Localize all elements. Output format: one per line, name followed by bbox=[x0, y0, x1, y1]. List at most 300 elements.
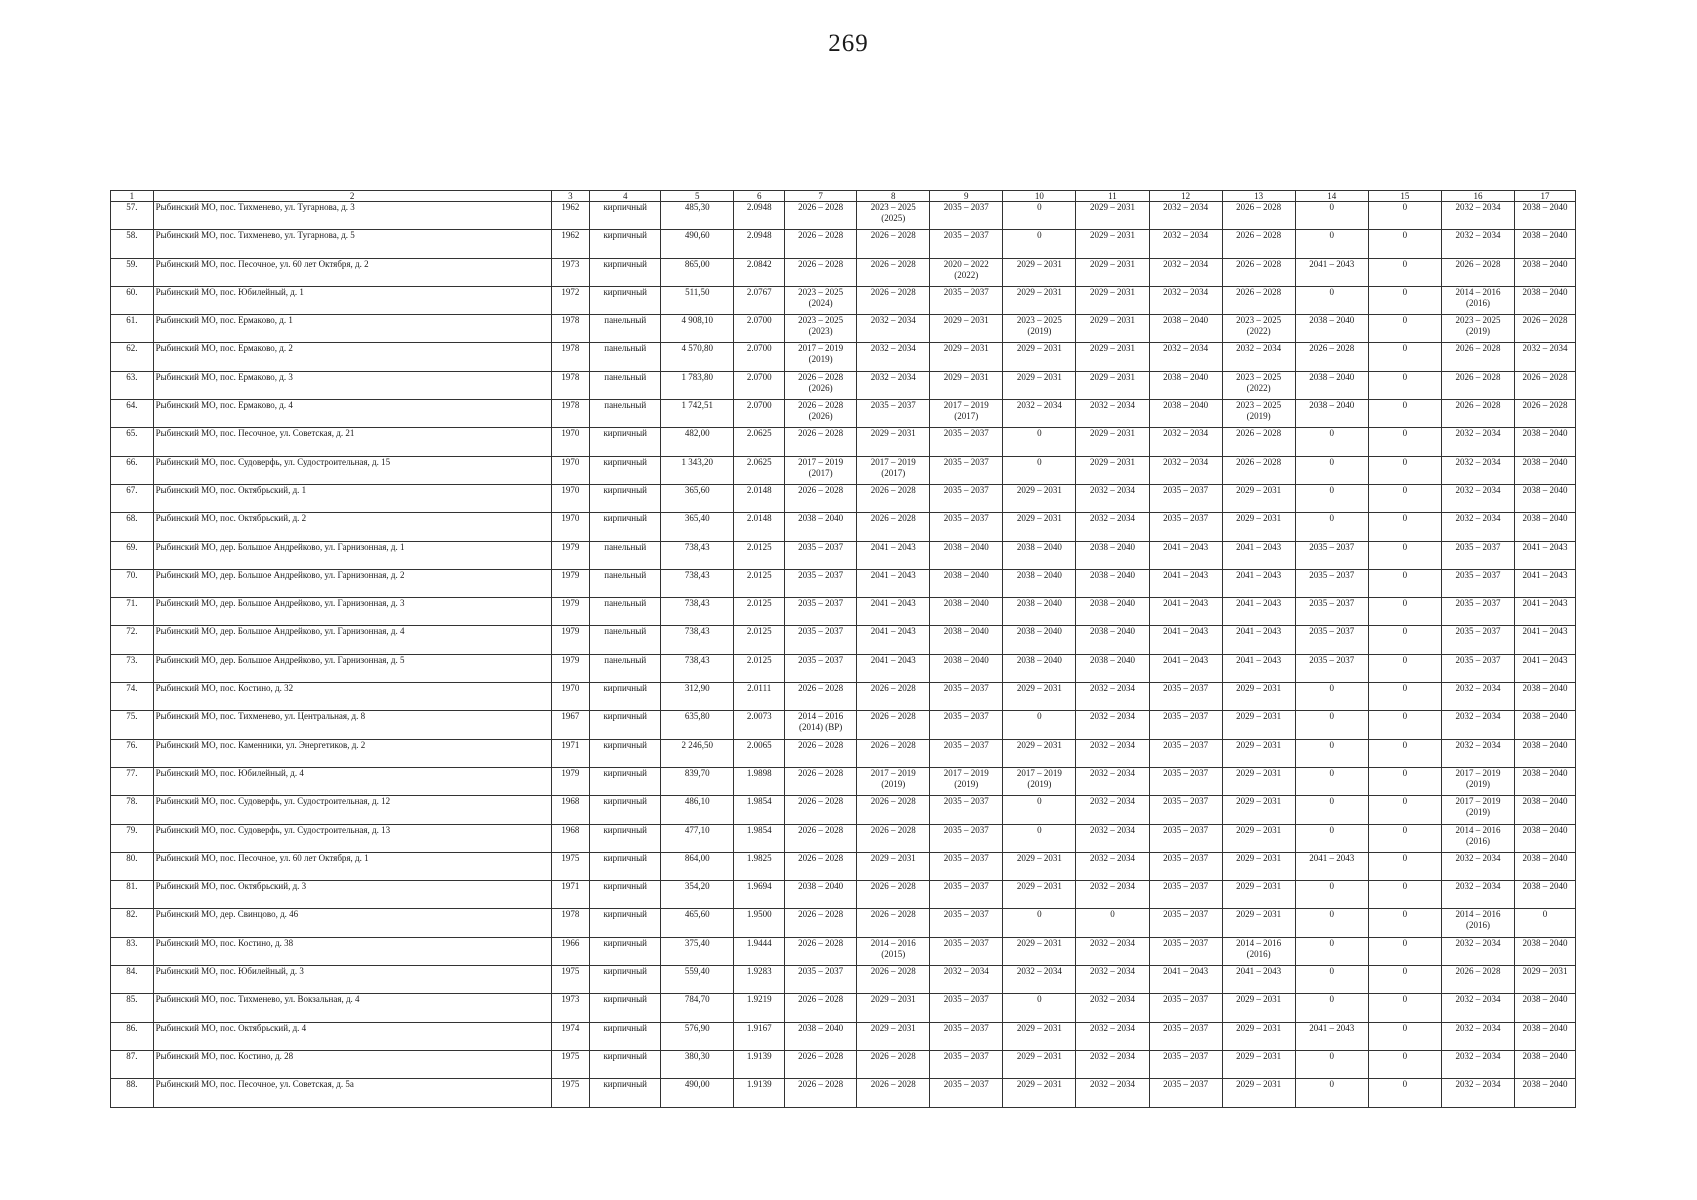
cell-wall-material: панельный bbox=[590, 654, 661, 682]
cell-year-built: 1962 bbox=[551, 230, 590, 258]
cell-area: 839,70 bbox=[661, 767, 734, 795]
cell-col-9: 2035 – 2037 bbox=[930, 286, 1003, 314]
cell-col-10: 2029 – 2031 bbox=[1003, 484, 1076, 512]
cell-col-14: 2035 – 2037 bbox=[1295, 626, 1368, 654]
cell-col-7: 2026 – 2028 bbox=[785, 258, 857, 286]
cell-area: 485,30 bbox=[661, 202, 734, 230]
cell-col-16: 2032 – 2034 bbox=[1441, 230, 1514, 258]
cell-col-9: 2029 – 2031 bbox=[930, 371, 1003, 399]
cell-wall-material: панельный bbox=[590, 343, 661, 371]
cell-col-17: 2038 – 2040 bbox=[1515, 739, 1576, 767]
cell-col-16: 2032 – 2034 bbox=[1441, 202, 1514, 230]
table-row bbox=[111, 739, 1576, 767]
cell-row-number: 68. bbox=[111, 513, 154, 541]
cell-col-10: 2029 – 2031 bbox=[1003, 1050, 1076, 1078]
cell-col-13: 2041 – 2043 bbox=[1222, 966, 1295, 994]
cell-area: 375,40 bbox=[661, 937, 734, 965]
cell-col-13: 2029 – 2031 bbox=[1222, 1050, 1295, 1078]
cell-col-9: 2038 – 2040 bbox=[930, 541, 1003, 569]
cell-year-built: 1979 bbox=[551, 598, 590, 626]
table-row bbox=[111, 683, 1576, 711]
cell-col-11: 0 bbox=[1076, 909, 1149, 937]
cell-row-number: 79. bbox=[111, 824, 154, 852]
cell-area: 2 246,50 bbox=[661, 739, 734, 767]
cell-area: 559,40 bbox=[661, 966, 734, 994]
cell-col-11: 2032 – 2034 bbox=[1076, 1022, 1149, 1050]
cell-col-8: 2026 – 2028 bbox=[857, 286, 930, 314]
cell-col-17: 2041 – 2043 bbox=[1515, 654, 1576, 682]
cell-row-number: 70. bbox=[111, 569, 154, 597]
cell-col-8: 2023 – 2025 (2025) bbox=[857, 202, 930, 230]
cell-col-17: 2038 – 2040 bbox=[1515, 513, 1576, 541]
cell-col-12: 2035 – 2037 bbox=[1149, 937, 1222, 965]
cell-col-15: 0 bbox=[1368, 343, 1441, 371]
column-header: 8 bbox=[857, 191, 930, 202]
cell-col-16: 2014 – 2016 (2016) bbox=[1441, 824, 1514, 852]
cell-row-number: 63. bbox=[111, 371, 154, 399]
cell-area: 635,80 bbox=[661, 711, 734, 739]
cell-col-16: 2026 – 2028 bbox=[1441, 400, 1514, 428]
cell-col-9: 2029 – 2031 bbox=[930, 343, 1003, 371]
cell-col-11: 2032 – 2034 bbox=[1076, 796, 1149, 824]
table-row bbox=[111, 569, 1576, 597]
cell-col-7: 2014 – 2016 (2014) (ВР) bbox=[785, 711, 857, 739]
cell-col-15: 0 bbox=[1368, 456, 1441, 484]
cell-col-10: 0 bbox=[1003, 428, 1076, 456]
cell-col-9: 2035 – 2037 bbox=[930, 513, 1003, 541]
cell-col-9: 2035 – 2037 bbox=[930, 484, 1003, 512]
cell-col-12: 2041 – 2043 bbox=[1149, 569, 1222, 597]
column-header: 17 bbox=[1515, 191, 1576, 202]
cell-col-8: 2041 – 2043 bbox=[857, 654, 930, 682]
cell-year-built: 1966 bbox=[551, 937, 590, 965]
cell-col-12: 2035 – 2037 bbox=[1149, 1022, 1222, 1050]
cell-col-17: 2038 – 2040 bbox=[1515, 484, 1576, 512]
cell-col-17: 2038 – 2040 bbox=[1515, 1022, 1576, 1050]
cell-col-14: 2035 – 2037 bbox=[1295, 654, 1368, 682]
cell-wall-material: кирпичный bbox=[590, 909, 661, 937]
cell-col-7: 2038 – 2040 bbox=[785, 513, 857, 541]
cell-col-15: 0 bbox=[1368, 1022, 1441, 1050]
cell-wall-material: кирпичный bbox=[590, 937, 661, 965]
cell-wall-material: кирпичный bbox=[590, 711, 661, 739]
cell-col-15: 0 bbox=[1368, 994, 1441, 1022]
table-row bbox=[111, 371, 1576, 399]
column-header: 7 bbox=[785, 191, 857, 202]
cell-col-17: 2038 – 2040 bbox=[1515, 937, 1576, 965]
table-row bbox=[111, 513, 1576, 541]
cell-col-9: 2020 – 2022 (2022) bbox=[930, 258, 1003, 286]
cell-col-16: 2032 – 2034 bbox=[1441, 994, 1514, 1022]
cell-col-10: 2038 – 2040 bbox=[1003, 626, 1076, 654]
cell-col-15: 0 bbox=[1368, 400, 1441, 428]
cell-area: 738,43 bbox=[661, 598, 734, 626]
cell-col-16: 2032 – 2034 bbox=[1441, 484, 1514, 512]
cell-col-10: 2029 – 2031 bbox=[1003, 258, 1076, 286]
cell-col-17: 2038 – 2040 bbox=[1515, 994, 1576, 1022]
cell-col-11: 2038 – 2040 bbox=[1076, 626, 1149, 654]
cell-col-11: 2032 – 2034 bbox=[1076, 994, 1149, 1022]
cell-col-17: 0 bbox=[1515, 909, 1576, 937]
table-row bbox=[111, 230, 1576, 258]
cell-col-13: 2029 – 2031 bbox=[1222, 824, 1295, 852]
cell-area: 864,00 bbox=[661, 852, 734, 880]
cell-col-11: 2038 – 2040 bbox=[1076, 654, 1149, 682]
cell-col-11: 2029 – 2031 bbox=[1076, 258, 1149, 286]
cell-year-built: 1975 bbox=[551, 1050, 590, 1078]
cell-col-16: 2032 – 2034 bbox=[1441, 881, 1514, 909]
cell-col-16: 2035 – 2037 bbox=[1441, 541, 1514, 569]
cell-col-8: 2041 – 2043 bbox=[857, 626, 930, 654]
cell-area: 486,10 bbox=[661, 796, 734, 824]
cell-col-10: 0 bbox=[1003, 994, 1076, 1022]
cell-col-10: 0 bbox=[1003, 909, 1076, 937]
cell-col-10: 0 bbox=[1003, 202, 1076, 230]
cell-area: 1 783,80 bbox=[661, 371, 734, 399]
cell-row-number: 57. bbox=[111, 202, 154, 230]
cell-rating: 2.0625 bbox=[734, 428, 785, 456]
cell-col-8: 2032 – 2034 bbox=[857, 343, 930, 371]
cell-col-15: 0 bbox=[1368, 796, 1441, 824]
cell-year-built: 1979 bbox=[551, 767, 590, 795]
cell-area: 490,00 bbox=[661, 1079, 734, 1107]
cell-col-17: 2038 – 2040 bbox=[1515, 1050, 1576, 1078]
cell-col-17: 2038 – 2040 bbox=[1515, 456, 1576, 484]
cell-col-12: 2041 – 2043 bbox=[1149, 966, 1222, 994]
cell-col-12: 2035 – 2037 bbox=[1149, 994, 1222, 1022]
cell-col-13: 2026 – 2028 bbox=[1222, 230, 1295, 258]
cell-col-15: 0 bbox=[1368, 767, 1441, 795]
cell-col-9: 2035 – 2037 bbox=[930, 711, 1003, 739]
cell-col-8: 2026 – 2028 bbox=[857, 881, 930, 909]
cell-col-12: 2035 – 2037 bbox=[1149, 484, 1222, 512]
table-row bbox=[111, 994, 1576, 1022]
cell-col-7: 2017 – 2019 (2019) bbox=[785, 343, 857, 371]
table-row bbox=[111, 626, 1576, 654]
cell-col-9: 2038 – 2040 bbox=[930, 654, 1003, 682]
column-header: 10 bbox=[1003, 191, 1076, 202]
cell-col-10: 2029 – 2031 bbox=[1003, 286, 1076, 314]
cell-col-16: 2032 – 2034 bbox=[1441, 1079, 1514, 1107]
cell-wall-material: панельный bbox=[590, 626, 661, 654]
table-row bbox=[111, 767, 1576, 795]
cell-wall-material: кирпичный bbox=[590, 258, 661, 286]
housing-repair-schedule-table bbox=[110, 190, 1576, 1108]
cell-col-17: 2038 – 2040 bbox=[1515, 711, 1576, 739]
cell-col-7: 2026 – 2028 bbox=[785, 1079, 857, 1107]
cell-col-10: 2023 – 2025 (2019) bbox=[1003, 315, 1076, 343]
cell-col-11: 2032 – 2034 bbox=[1076, 852, 1149, 880]
cell-address: Рыбинский МО, пос. Судоверфь, ул. Судостроительная, д. 15 bbox=[153, 456, 551, 484]
cell-area: 1 742,51 bbox=[661, 400, 734, 428]
cell-col-17: 2041 – 2043 bbox=[1515, 626, 1576, 654]
cell-row-number: 60. bbox=[111, 286, 154, 314]
cell-col-8: 2029 – 2031 bbox=[857, 994, 930, 1022]
cell-col-8: 2032 – 2034 bbox=[857, 371, 930, 399]
cell-row-number: 59. bbox=[111, 258, 154, 286]
cell-wall-material: панельный bbox=[590, 400, 661, 428]
cell-area: 490,60 bbox=[661, 230, 734, 258]
cell-rating: 2.0073 bbox=[734, 711, 785, 739]
cell-col-15: 0 bbox=[1368, 428, 1441, 456]
cell-wall-material: кирпичный bbox=[590, 428, 661, 456]
cell-rating: 2.0125 bbox=[734, 541, 785, 569]
table-row bbox=[111, 796, 1576, 824]
cell-col-7: 2026 – 2028 (2026) bbox=[785, 400, 857, 428]
cell-year-built: 1962 bbox=[551, 202, 590, 230]
cell-col-13: 2032 – 2034 bbox=[1222, 343, 1295, 371]
cell-col-12: 2032 – 2034 bbox=[1149, 202, 1222, 230]
cell-col-12: 2035 – 2037 bbox=[1149, 796, 1222, 824]
cell-col-15: 0 bbox=[1368, 739, 1441, 767]
cell-col-8: 2026 – 2028 bbox=[857, 909, 930, 937]
page-number: 269 bbox=[828, 30, 869, 57]
cell-address: Рыбинский МО, пос. Каменники, ул. Энергетиков, д. 2 bbox=[153, 739, 551, 767]
cell-col-8: 2041 – 2043 bbox=[857, 598, 930, 626]
cell-col-9: 2017 – 2019 (2017) bbox=[930, 400, 1003, 428]
cell-col-15: 0 bbox=[1368, 513, 1441, 541]
cell-col-10: 2029 – 2031 bbox=[1003, 683, 1076, 711]
cell-wall-material: панельный bbox=[590, 569, 661, 597]
header-row bbox=[111, 191, 1576, 202]
cell-col-15: 0 bbox=[1368, 881, 1441, 909]
cell-col-9: 2038 – 2040 bbox=[930, 626, 1003, 654]
cell-col-10: 2029 – 2031 bbox=[1003, 739, 1076, 767]
cell-col-9: 2035 – 2037 bbox=[930, 202, 1003, 230]
cell-col-14: 0 bbox=[1295, 711, 1368, 739]
cell-wall-material: кирпичный bbox=[590, 767, 661, 795]
cell-area: 312,90 bbox=[661, 683, 734, 711]
cell-year-built: 1971 bbox=[551, 739, 590, 767]
cell-rating: 2.0625 bbox=[734, 456, 785, 484]
cell-col-10: 2017 – 2019 (2019) bbox=[1003, 767, 1076, 795]
cell-area: 738,43 bbox=[661, 569, 734, 597]
cell-row-number: 65. bbox=[111, 428, 154, 456]
cell-wall-material: кирпичный bbox=[590, 739, 661, 767]
cell-wall-material: кирпичный bbox=[590, 824, 661, 852]
cell-rating: 2.0948 bbox=[734, 202, 785, 230]
column-header: 9 bbox=[930, 191, 1003, 202]
cell-col-9: 2038 – 2040 bbox=[930, 598, 1003, 626]
cell-rating: 2.0125 bbox=[734, 598, 785, 626]
cell-rating: 2.0111 bbox=[734, 683, 785, 711]
cell-rating: 2.0125 bbox=[734, 654, 785, 682]
cell-col-9: 2035 – 2037 bbox=[930, 937, 1003, 965]
cell-col-9: 2035 – 2037 bbox=[930, 1079, 1003, 1107]
cell-year-built: 1975 bbox=[551, 966, 590, 994]
cell-rating: 2.0700 bbox=[734, 315, 785, 343]
table-row bbox=[111, 315, 1576, 343]
cell-col-12: 2038 – 2040 bbox=[1149, 371, 1222, 399]
cell-area: 354,20 bbox=[661, 881, 734, 909]
cell-rating: 2.0700 bbox=[734, 371, 785, 399]
cell-col-8: 2026 – 2028 bbox=[857, 683, 930, 711]
cell-col-12: 2035 – 2037 bbox=[1149, 767, 1222, 795]
column-header: 13 bbox=[1222, 191, 1295, 202]
cell-col-15: 0 bbox=[1368, 202, 1441, 230]
cell-row-number: 82. bbox=[111, 909, 154, 937]
cell-col-14: 0 bbox=[1295, 286, 1368, 314]
cell-rating: 2.0700 bbox=[734, 400, 785, 428]
cell-col-16: 2032 – 2034 bbox=[1441, 456, 1514, 484]
cell-col-10: 0 bbox=[1003, 456, 1076, 484]
cell-year-built: 1974 bbox=[551, 1022, 590, 1050]
cell-address: Рыбинский МО, пос. Судоверфь, ул. Судостроительная, д. 12 bbox=[153, 796, 551, 824]
cell-col-17: 2041 – 2043 bbox=[1515, 569, 1576, 597]
cell-year-built: 1972 bbox=[551, 286, 590, 314]
cell-col-17: 2038 – 2040 bbox=[1515, 852, 1576, 880]
cell-col-14: 2038 – 2040 bbox=[1295, 315, 1368, 343]
cell-col-8: 2017 – 2019 (2019) bbox=[857, 767, 930, 795]
cell-col-7: 2026 – 2028 bbox=[785, 1050, 857, 1078]
cell-col-16: 2032 – 2034 bbox=[1441, 683, 1514, 711]
cell-address: Рыбинский МО, пос. Песочное, ул. Советская, д. 21 bbox=[153, 428, 551, 456]
cell-col-13: 2026 – 2028 bbox=[1222, 286, 1295, 314]
cell-col-12: 2032 – 2034 bbox=[1149, 343, 1222, 371]
cell-col-7: 2026 – 2028 bbox=[785, 202, 857, 230]
column-header: 2 bbox=[153, 191, 551, 202]
cell-col-13: 2029 – 2031 bbox=[1222, 484, 1295, 512]
cell-col-16: 2032 – 2034 bbox=[1441, 1022, 1514, 1050]
cell-col-10: 2038 – 2040 bbox=[1003, 654, 1076, 682]
column-header: 5 bbox=[661, 191, 734, 202]
cell-row-number: 62. bbox=[111, 343, 154, 371]
table-header bbox=[111, 191, 1576, 202]
cell-address: Рыбинский МО, пос. Юбилейный, д. 4 bbox=[153, 767, 551, 795]
cell-address: Рыбинский МО, пос. Тихменево, ул. Вокзальная, д. 4 bbox=[153, 994, 551, 1022]
cell-col-10: 2032 – 2034 bbox=[1003, 400, 1076, 428]
cell-col-11: 2032 – 2034 bbox=[1076, 711, 1149, 739]
cell-year-built: 1978 bbox=[551, 343, 590, 371]
cell-col-17: 2038 – 2040 bbox=[1515, 286, 1576, 314]
cell-col-16: 2026 – 2028 bbox=[1441, 371, 1514, 399]
cell-wall-material: кирпичный bbox=[590, 966, 661, 994]
cell-col-14: 0 bbox=[1295, 909, 1368, 937]
cell-col-16: 2035 – 2037 bbox=[1441, 569, 1514, 597]
cell-row-number: 73. bbox=[111, 654, 154, 682]
cell-rating: 1.9898 bbox=[734, 767, 785, 795]
cell-col-13: 2026 – 2028 bbox=[1222, 202, 1295, 230]
table-row bbox=[111, 1022, 1576, 1050]
cell-col-16: 2035 – 2037 bbox=[1441, 626, 1514, 654]
cell-col-11: 2038 – 2040 bbox=[1076, 541, 1149, 569]
table-row bbox=[111, 428, 1576, 456]
cell-area: 380,30 bbox=[661, 1050, 734, 1078]
cell-col-16: 2026 – 2028 bbox=[1441, 966, 1514, 994]
cell-col-14: 2038 – 2040 bbox=[1295, 400, 1368, 428]
cell-col-12: 2035 – 2037 bbox=[1149, 1050, 1222, 1078]
data-table bbox=[110, 190, 1576, 1108]
cell-col-11: 2029 – 2031 bbox=[1076, 456, 1149, 484]
cell-address: Рыбинский МО, дер. Большое Андрейково, ул. Гарнизонная, д. 1 bbox=[153, 541, 551, 569]
cell-col-15: 0 bbox=[1368, 626, 1441, 654]
cell-col-13: 2029 – 2031 bbox=[1222, 739, 1295, 767]
cell-col-17: 2038 – 2040 bbox=[1515, 202, 1576, 230]
table-row bbox=[111, 484, 1576, 512]
cell-row-number: 80. bbox=[111, 852, 154, 880]
cell-year-built: 1978 bbox=[551, 909, 590, 937]
table-row bbox=[111, 966, 1576, 994]
cell-col-17: 2038 – 2040 bbox=[1515, 428, 1576, 456]
cell-col-11: 2029 – 2031 bbox=[1076, 371, 1149, 399]
cell-address: Рыбинский МО, пос. Октябрьский, д. 4 bbox=[153, 1022, 551, 1050]
column-header: 3 bbox=[551, 191, 590, 202]
cell-col-17: 2038 – 2040 bbox=[1515, 881, 1576, 909]
cell-col-15: 0 bbox=[1368, 598, 1441, 626]
cell-col-8: 2026 – 2028 bbox=[857, 1050, 930, 1078]
cell-row-number: 77. bbox=[111, 767, 154, 795]
cell-col-13: 2029 – 2031 bbox=[1222, 994, 1295, 1022]
cell-col-14: 0 bbox=[1295, 683, 1368, 711]
cell-col-14: 0 bbox=[1295, 1079, 1368, 1107]
cell-row-number: 66. bbox=[111, 456, 154, 484]
cell-rating: 1.9139 bbox=[734, 1079, 785, 1107]
cell-col-15: 0 bbox=[1368, 371, 1441, 399]
cell-col-7: 2035 – 2037 bbox=[785, 569, 857, 597]
cell-col-11: 2032 – 2034 bbox=[1076, 1050, 1149, 1078]
cell-col-8: 2041 – 2043 bbox=[857, 541, 930, 569]
cell-col-9: 2035 – 2037 bbox=[930, 909, 1003, 937]
cell-col-13: 2041 – 2043 bbox=[1222, 626, 1295, 654]
cell-col-10: 2029 – 2031 bbox=[1003, 1079, 1076, 1107]
cell-col-7: 2026 – 2028 bbox=[785, 796, 857, 824]
cell-year-built: 1978 bbox=[551, 400, 590, 428]
cell-year-built: 1970 bbox=[551, 513, 590, 541]
cell-address: Рыбинский МО, пос. Песочное, ул. Советская, д. 5а bbox=[153, 1079, 551, 1107]
cell-col-13: 2041 – 2043 bbox=[1222, 598, 1295, 626]
cell-col-7: 2035 – 2037 bbox=[785, 966, 857, 994]
cell-col-10: 2029 – 2031 bbox=[1003, 881, 1076, 909]
cell-year-built: 1971 bbox=[551, 881, 590, 909]
cell-col-14: 0 bbox=[1295, 937, 1368, 965]
cell-col-11: 2032 – 2034 bbox=[1076, 739, 1149, 767]
cell-col-14: 2035 – 2037 bbox=[1295, 569, 1368, 597]
cell-col-12: 2035 – 2037 bbox=[1149, 1079, 1222, 1107]
cell-col-15: 0 bbox=[1368, 824, 1441, 852]
cell-col-13: 2029 – 2031 bbox=[1222, 767, 1295, 795]
cell-col-13: 2026 – 2028 bbox=[1222, 428, 1295, 456]
cell-col-9: 2035 – 2037 bbox=[930, 739, 1003, 767]
cell-col-13: 2029 – 2031 bbox=[1222, 909, 1295, 937]
cell-area: 1 343,20 bbox=[661, 456, 734, 484]
cell-col-7: 2026 – 2028 bbox=[785, 937, 857, 965]
cell-rating: 2.0125 bbox=[734, 626, 785, 654]
cell-col-12: 2032 – 2034 bbox=[1149, 428, 1222, 456]
cell-col-10: 0 bbox=[1003, 230, 1076, 258]
cell-rating: 1.9854 bbox=[734, 824, 785, 852]
cell-col-11: 2029 – 2031 bbox=[1076, 286, 1149, 314]
cell-area: 482,00 bbox=[661, 428, 734, 456]
cell-col-11: 2032 – 2034 bbox=[1076, 400, 1149, 428]
cell-col-14: 0 bbox=[1295, 1050, 1368, 1078]
cell-row-number: 67. bbox=[111, 484, 154, 512]
cell-col-9: 2035 – 2037 bbox=[930, 456, 1003, 484]
cell-col-11: 2032 – 2034 bbox=[1076, 937, 1149, 965]
cell-row-number: 76. bbox=[111, 739, 154, 767]
cell-col-10: 2029 – 2031 bbox=[1003, 937, 1076, 965]
cell-col-17: 2038 – 2040 bbox=[1515, 683, 1576, 711]
cell-col-12: 2041 – 2043 bbox=[1149, 626, 1222, 654]
cell-col-7: 2035 – 2037 bbox=[785, 654, 857, 682]
cell-rating: 2.0842 bbox=[734, 258, 785, 286]
cell-col-12: 2038 – 2040 bbox=[1149, 315, 1222, 343]
cell-rating: 1.9825 bbox=[734, 852, 785, 880]
cell-year-built: 1970 bbox=[551, 456, 590, 484]
cell-rating: 2.0125 bbox=[734, 569, 785, 597]
cell-col-11: 2029 – 2031 bbox=[1076, 230, 1149, 258]
cell-col-15: 0 bbox=[1368, 286, 1441, 314]
cell-rating: 2.0148 bbox=[734, 513, 785, 541]
